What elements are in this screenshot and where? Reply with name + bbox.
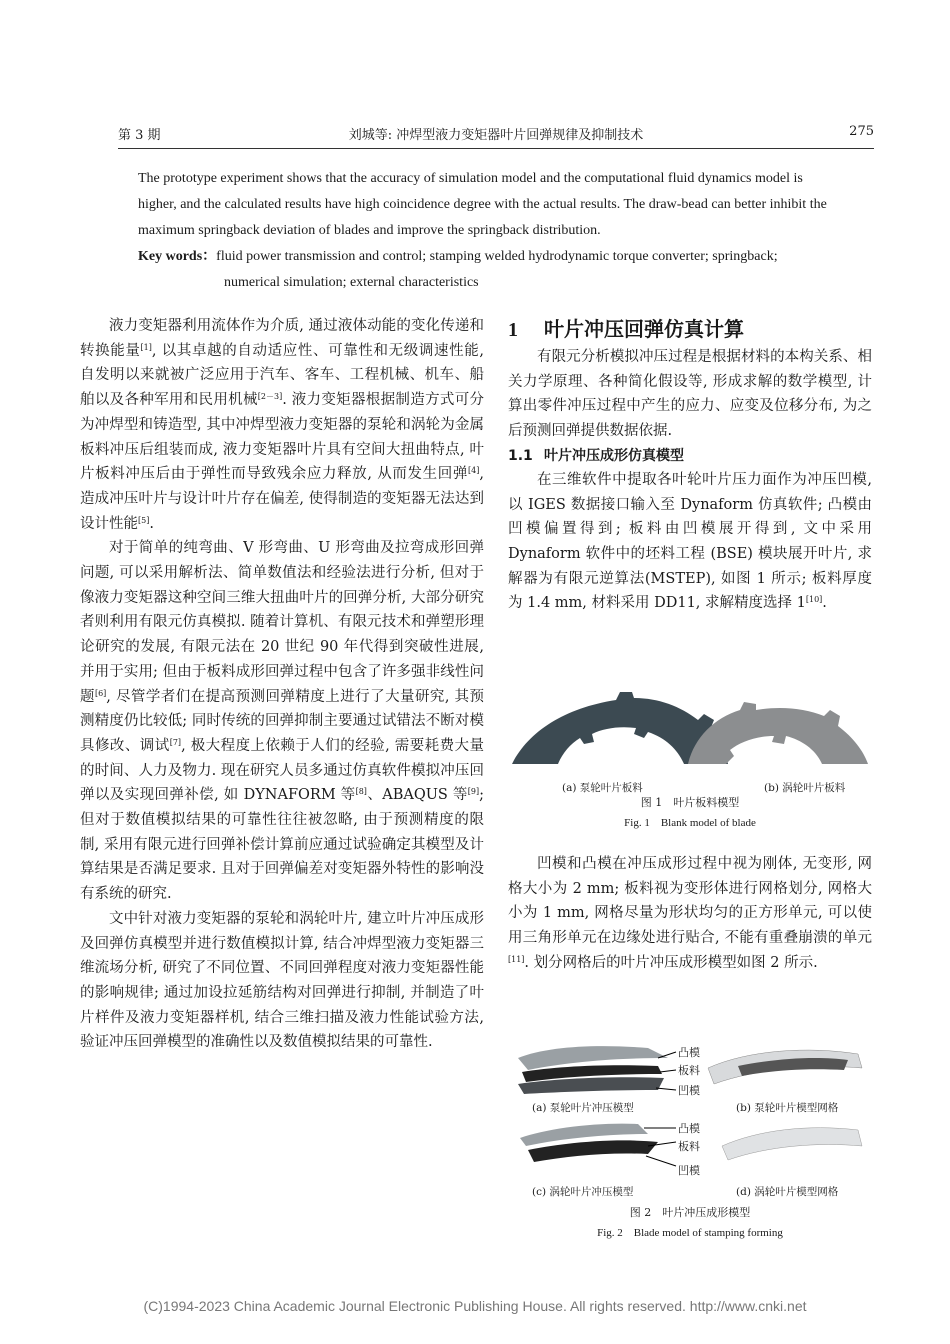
page-number: 275: [849, 124, 874, 139]
pump-stamping-model: [518, 1046, 668, 1094]
turbine-model-mesh: [722, 1128, 862, 1160]
fig2-label-blank-a: 板料: [678, 1064, 700, 1077]
section-title: 叶片冲压回弹仿真计算: [544, 317, 744, 341]
section-paragraph-3: [508, 852, 872, 976]
citation: [10]: [805, 595, 823, 605]
citation: [9]: [467, 787, 480, 797]
keywords-line2: numerical simulation; external characteristics: [224, 275, 479, 290]
text: , 极大程度上依赖于人们的经验, 需要耗费大量的时间、人力及物力. 现在研究人员多通过仿真软件模拟冲压回弹以及实现回弹补偿, 如 DYNAFORM 等: [80, 737, 485, 804]
text: .: [149, 515, 154, 532]
text: .: [822, 595, 827, 612]
intro-paragraph-2: [80, 536, 484, 907]
fig1-sub-b: (b) 涡轮叶片板料: [764, 782, 846, 794]
subsection-title: 叶片冲压成形仿真模型: [544, 447, 684, 464]
section-paragraph-1: 有限元分析模拟冲压过程是根据材料的本构关系、相关力学原理、各种简化假设等, 形成求解的数学模型, 计算出零件冲压过程中产生的应力、应变及位移分布, 为之后预测回弹提供数据依据.: [508, 349, 872, 440]
citation: [5]: [138, 515, 150, 525]
right-column: [508, 314, 872, 616]
fig1-sub-a: (a) 泵轮叶片板料: [562, 782, 643, 794]
running-header: [118, 124, 874, 149]
turbine-blank-shape: [688, 702, 868, 764]
fig2-label-die-c: 凹模: [678, 1164, 700, 1177]
citation: [2－3]: [257, 392, 283, 402]
pump-model-mesh: [708, 1050, 862, 1084]
abstract: [138, 166, 844, 296]
citation: [4]: [468, 466, 480, 476]
fig2-label-die-a: 凹模: [678, 1084, 700, 1097]
text: , 造成冲压叶片与设计叶片存在偏差, 使得制造的变矩器无法达到设计性能: [80, 466, 484, 532]
citation: [8]: [355, 787, 367, 797]
text: ; 但对于数值模拟结果的可靠性往往被忽略, 由于预测精度的限制, 采用有限元进行回弹补偿计算前应通过试验确定其模型及计算结果是否满足要求. 且对于回弹偏差对变矩器外特性的影响没有系统的研究.: [80, 787, 484, 903]
fig2-sub-a: (a) 泵轮叶片冲压模型: [532, 1102, 634, 1114]
keywords-label: Key words：: [138, 249, 217, 264]
fig2-caption-cn: 图 2 叶片冲压成形模型: [629, 1206, 751, 1219]
keywords-line1: fluid power transmission and control; stamping welded hydrodynamic torque converter; springback;: [216, 249, 778, 264]
fig2-label-blank-c: 板料: [678, 1140, 700, 1153]
fig1-caption-cn: 图 1 叶片板料模型: [640, 796, 740, 809]
text: . 划分网格后的叶片冲压成形模型如图 2 所示.: [524, 954, 818, 971]
turbine-stamping-model: [520, 1124, 658, 1162]
text: 液力变矩器利用流体作为介质, 通过液体动能的变化传递和转换能量: [80, 318, 484, 359]
text: , 以其卓越的自动适应性、可靠性和无级调速性能, 自发明以来就被广泛应用于汽车、客车、工程机械、机车、船舶以及各种军用和民用机械: [80, 342, 485, 409]
running-title: 刘城等: 冲焊型液力变矩器叶片回弹规律及抑制技术: [348, 128, 644, 143]
right-column-lower: [508, 852, 872, 976]
text: 、ABAQUS 等: [366, 787, 468, 804]
text: 在三维软件中提取各叶轮叶片压力面作为冲压凹模, 以 IGES 数据接口输入至 Dynaform 仿真软件; 凸模由凹模偏置得到; 板料由凹模展开得到, 文中采用 Dynaform 软件中的坯料工程 (BSE) 模块展开叶片, 求解器为有限元逆算法(MSTEP), 如图 1 所示; 板料厚度为 1.4 mm, 材料采用 DD11, 求解精度选择 1: [508, 471, 872, 612]
fig2-sub-d: (d) 涡轮叶片模型网格: [736, 1186, 839, 1198]
citation: [7]: [169, 737, 182, 747]
citation: [1]: [140, 342, 152, 352]
left-column: [80, 314, 484, 1055]
fig2-label-punch-a: 凸模: [678, 1046, 700, 1059]
citation: [11]: [508, 954, 525, 964]
keywords: [138, 244, 844, 296]
figure-2: [508, 1038, 872, 1244]
text: 凹模和凸模在冲压成形过程中视为刚体, 无变形, 网格大小为 2 mm; 板料视为变形体进行网格划分, 网格大小为 1 mm, 网格尽量为形状均匀的正方形单元, 可以使用三角形单元在边缘处进行贴合, 不能有重叠崩溃的单元: [508, 856, 872, 947]
fig1-caption-en: Fig. 1 Blank model of blade: [624, 817, 756, 829]
fig2-sub-c: (c) 涡轮叶片冲压模型: [532, 1186, 634, 1198]
intro-paragraph-3: 文中针对液力变矩器的泵轮和涡轮叶片, 建立叶片冲压成形及回弹仿真模型并进行数值模拟计算, 结合冲焊型液力变矩器三维流场分析, 研究了不同位置、不同回弹程度对液力变矩器性能的影响规律; 通过加设拉延筋结构对回弹进行抑制, 并制造了叶片样件及液力变矩器样机, 结合三维扫描及液力性能试验方法, 验证冲压回弹模型的准确性以及数值模拟结果的可靠性.: [80, 910, 484, 1051]
text: , 尽管学者们在提高预测回弹精度上进行了大量研究, 其预测精度仍比较低; 同时传统的回弹抑制主要通过试错法不断对模具修改、调试: [80, 688, 484, 754]
section-paragraph-2: [508, 468, 872, 616]
section-number: 1: [508, 319, 518, 341]
figure-1: [508, 688, 872, 828]
text: . 液力变矩器根据制造方式可分为冲焊型和铸造型, 其中冲焊型液力变矩器的泵轮和涡轮为金属板料冲压后组装而成, 液力变矩器叶片具有空间大扭曲特点, 叶片板料冲压后由于弹性而导致残余应力释放, 从而发生回弹: [80, 392, 485, 483]
abstract-text: The prototype experiment shows that the accuracy of simulation model and the computational fluid dynamics model is higher, and the calculated results have high coincidence degree with the actual results. The draw-bead can better inhibit the maximum springback deviation of blades and improve the springback distribution.: [138, 171, 827, 238]
fig2-label-punch-c: 凸模: [678, 1122, 700, 1135]
text: 对于简单的纯弯曲、V 形弯曲、U 形弯曲及拉弯成形回弹问题, 可以采用解析法、简单数值法和经验法进行分析, 但对于像液力变矩器这种空间三维大扭曲叶片的回弹分析, 大部分研究者则利用有限元仿真模拟. 随着计算机、有限元技术和弹塑形理论研究的发展, 有限元法在 20 世纪 90 年代得到突破性进展, 并用于实用; 但由于板料成形回弹过程中包含了许多强非线性问题: [80, 540, 484, 705]
citation: [6]: [94, 688, 107, 698]
section-heading: [508, 314, 872, 345]
intro-paragraph-1: [80, 314, 484, 536]
issue-number: 第 3 期: [118, 128, 161, 143]
subsection-number: 1.1: [508, 447, 533, 464]
copyright-footer: (C)1994-2023 China Academic Journal Electronic Publishing House. All rights reserved. http://www.cnki.net: [143, 1298, 807, 1314]
fig2-caption-en: Fig. 2 Blade model of stamping forming: [597, 1227, 783, 1239]
blank-model-image: [508, 688, 872, 788]
fig2-sub-b: (b) 泵轮叶片模型网格: [736, 1102, 839, 1114]
subsection-heading: [508, 444, 872, 468]
